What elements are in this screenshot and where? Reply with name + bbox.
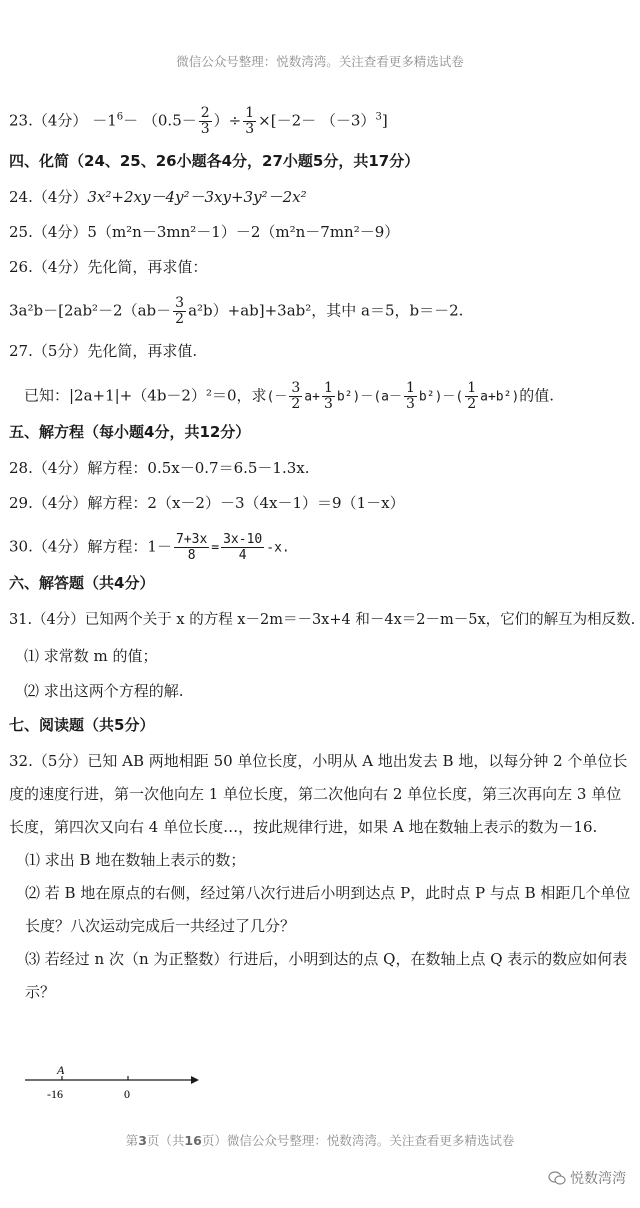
question-score: （4分）	[32, 223, 88, 241]
fraction	[174, 532, 209, 563]
numerator: 1	[323, 380, 333, 396]
tick-label-zero: 0	[124, 1087, 130, 1101]
expr-part: a²b）+ab]+3ab²，其中 a＝5，b＝－2.	[188, 301, 464, 320]
question-score: （4分）	[32, 537, 88, 556]
numerator: 3x-10	[223, 532, 263, 547]
question-number: 24.	[9, 188, 33, 206]
denominator: 3	[200, 121, 210, 137]
denominator: 3	[406, 396, 415, 412]
question-score: （4分）	[32, 612, 85, 628]
question-text: 先化简，再求值：	[87, 258, 208, 276]
exponent: 3	[375, 111, 382, 123]
question-text: 已知两个关于 x 的方程 x－2m＝－3x+4 和－4x＝2－m－5x，它们的解互为相反数.	[84, 612, 636, 628]
expr-part: (－	[266, 389, 288, 405]
question-text: 解方程：2（x－2）－3（4x－1）＝9（1－x）	[87, 494, 405, 512]
expr-part: b²)－(	[418, 389, 464, 405]
page-footer	[0, 1131, 640, 1149]
brand-watermark	[548, 1168, 626, 1188]
question-score: （4分）	[32, 111, 88, 130]
section-6-heading: 六、解答题（共4分）	[9, 574, 155, 592]
question-30	[9, 532, 290, 563]
expr-part: ]	[381, 111, 388, 130]
fraction	[465, 381, 478, 412]
question-23	[9, 106, 388, 137]
question-24	[9, 188, 307, 206]
question-score: （4分）	[32, 188, 88, 206]
page-number: 3	[138, 1133, 147, 1148]
denominator: 2	[291, 396, 301, 412]
question-28	[9, 459, 310, 477]
numerator: 3	[291, 380, 301, 396]
question-31-part-1: ⑴ 求常数 m 的值；	[24, 647, 158, 665]
expr-part: － （0.5－	[123, 111, 197, 130]
denominator: 2	[175, 311, 185, 327]
question-text: 解方程：0.5x－0.7＝6.5－1.3x.	[87, 459, 310, 477]
question-number: 23.	[9, 111, 33, 130]
numerator: 3	[175, 295, 185, 311]
fraction	[173, 296, 186, 327]
numerator: 1	[406, 380, 415, 396]
footer-text: 第	[125, 1133, 139, 1148]
question-number: 26.	[9, 258, 33, 276]
question-32-part-3: ⑶ 若经过 n 次（n 为正整数）行进后，小明到达的点 Q，在数轴上点 Q 表示的数应如何表示？	[25, 950, 628, 1001]
fraction	[322, 381, 335, 412]
expr-part: a+b²)	[480, 389, 520, 405]
expr-part: 的值.	[519, 386, 555, 405]
fraction	[221, 532, 264, 563]
expression: 5（m²n－3mn²－1）－2（m²n－7mn²－9）	[87, 223, 400, 241]
brand-text: 悦数湾湾	[570, 1171, 626, 1187]
question-32-part-1: ⑴ 求出 B 地在数轴上表示的数；	[25, 851, 246, 869]
expr-part: a+	[304, 389, 320, 405]
expr-part: 已知：|2a+1|+（4b－2）²＝0，求	[24, 386, 267, 405]
fraction	[199, 106, 212, 137]
exponent: 6	[116, 111, 124, 123]
question-29	[9, 494, 405, 512]
question-score: （5分）	[32, 752, 88, 770]
question-number: 32.	[9, 752, 33, 770]
question-25	[9, 223, 399, 241]
question-32	[9, 745, 631, 1009]
point-a-label: A	[57, 1063, 65, 1077]
arrow-icon	[191, 1076, 199, 1084]
question-26	[9, 258, 207, 276]
denominator: 2	[467, 396, 477, 412]
numerator: 2	[200, 105, 210, 121]
expr-part: =	[211, 540, 220, 556]
expr-part: 1－	[147, 537, 172, 556]
question-score: （5分）	[32, 342, 88, 360]
question-score: （4分）	[32, 459, 88, 477]
section-5-heading: 五、解方程（每小题4分，共12分）	[9, 423, 251, 441]
question-text: 先化简，再求值.	[87, 342, 198, 360]
section-4-heading: 四、化简（24、25、26小题各4分，27小题5分，共17分）	[9, 152, 420, 170]
question-27-expression	[24, 381, 554, 412]
numerator: 1	[245, 105, 255, 121]
page-header: 微信公众号整理：悦数湾湾。关注查看更多精选试卷	[176, 54, 464, 69]
fraction	[404, 381, 417, 412]
expr-part: ×[－2－ （－3）	[258, 111, 376, 130]
question-number: 27.	[9, 342, 33, 360]
number-line-figure	[25, 1062, 205, 1104]
denominator: 3	[245, 121, 255, 137]
expr-part: ）÷	[213, 111, 242, 130]
page-total: 16	[184, 1133, 202, 1148]
question-number: 29.	[9, 494, 33, 512]
question-number: 31.	[9, 612, 33, 628]
expr-part: －1	[92, 111, 117, 130]
question-score: （4分）	[32, 494, 88, 512]
fraction	[243, 106, 256, 137]
expression: 3x²+2xy－4y²－3xy+3y²－2x²	[87, 188, 307, 206]
question-number: 25.	[9, 223, 33, 241]
question-31-part-2: ⑵ 求出这两个方程的解.	[24, 682, 184, 700]
question-27	[9, 342, 197, 360]
numerator: 1	[467, 380, 477, 396]
question-text: 已知 AB 两地相距 50 单位长度，小明从 A 地出发去 B 地，以每分钟 2 个单位长度的速度行进，第一次他向左 1 单位长度，第二次他向右 2 单位长度，第三次再向左 3 单位长度，第四次又向右 4 单位长度…，按此规律行进，如果 A 地在数轴上表示的数为－16.	[9, 752, 628, 836]
denominator: 8	[187, 548, 196, 563]
question-score: （4分）	[32, 258, 88, 276]
question-26-expression	[9, 296, 463, 327]
question-number: 28.	[9, 459, 33, 477]
question-31	[9, 611, 635, 629]
question-number: 30.	[9, 537, 33, 556]
denominator: 4	[238, 548, 247, 563]
wechat-icon	[548, 1170, 566, 1186]
question-32-part-2: ⑵ 若 B 地在原点的右侧，经过第八次行进后小明到达点 P，此时点 P 与点 B 相距几个单位长度？八次运动完成后一共经过了几分？	[25, 884, 631, 935]
footer-text: 页（共	[146, 1133, 185, 1148]
tick-label-a: -16	[47, 1087, 63, 1101]
expr-part: b²)－(a－	[336, 389, 402, 405]
fraction	[289, 381, 302, 412]
section-7-heading: 七、阅读题（共5分）	[9, 716, 155, 734]
numerator: 7+3x	[175, 532, 208, 547]
expr-part: 3a²b－[2ab²－2（ab－	[9, 301, 172, 320]
footer-text: 页）微信公众号整理：悦数湾湾。关注查看更多精选试卷	[201, 1133, 515, 1148]
question-text: 解方程：	[87, 537, 148, 556]
expr-part: -x.	[266, 540, 290, 556]
denominator: 3	[323, 396, 333, 412]
